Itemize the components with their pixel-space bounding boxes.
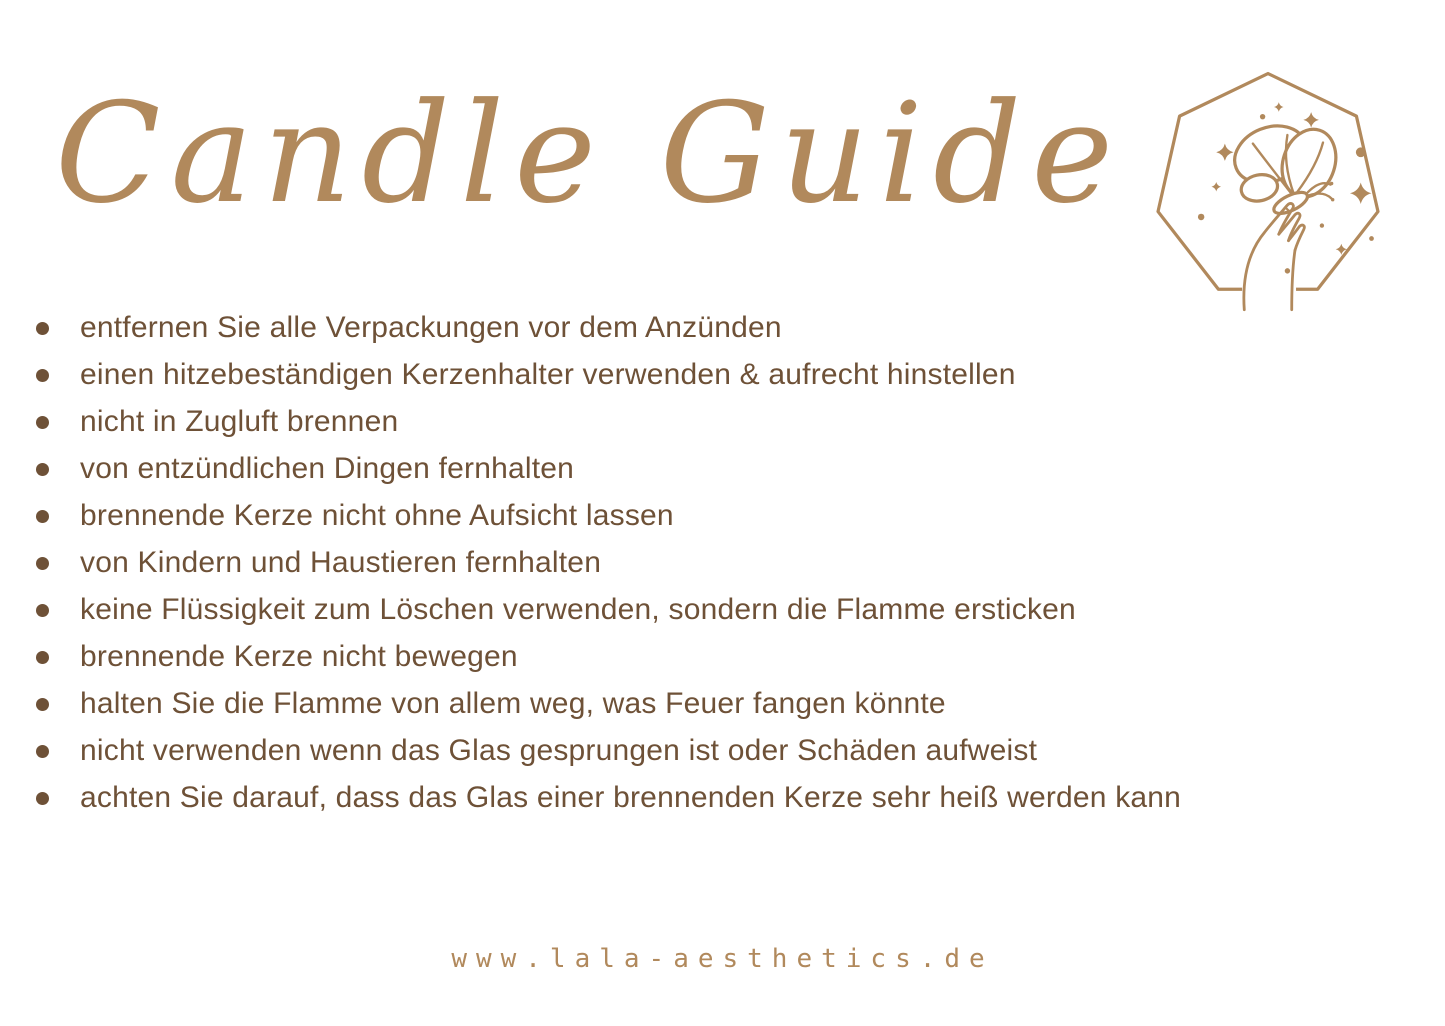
butterfly-icon [1226,116,1344,218]
guideline-text: einen hitzebeständigen Kerzenhalter verwenden & aufrecht hinstellen [80,358,1016,391]
list-item [36,542,1436,589]
guideline-text: achten Sie darauf, dass das Glas einer brennenden Kerze sehr heiß werden kann [80,781,1182,814]
guideline-text: nicht in Zugluft brennen [80,405,399,438]
bullet-icon [36,792,49,805]
bullet-icon [36,604,49,617]
list-item [36,495,1436,542]
website-url: www.lala-aesthetics.de [451,944,994,974]
list-item [36,589,1436,636]
bullet-icon [36,557,49,570]
bullet-icon [36,510,49,523]
bullet-icon [36,463,49,476]
bullet-icon [36,698,49,711]
list-item [36,730,1436,777]
list-item [36,777,1436,824]
list-item [36,448,1436,495]
list-item [36,354,1436,401]
guideline-text: nicht verwenden wenn das Glas gesprungen ist oder Schäden aufweist [80,734,1038,767]
guideline-text: von entzündlichen Dingen fernhalten [80,452,575,485]
butterfly-hand-logo-icon [1148,66,1388,314]
bullet-icon [36,369,49,382]
guideline-text: entfernen Sie alle Verpackungen vor dem Anzünden [80,311,782,344]
list-item [36,401,1436,448]
bullet-icon [36,745,49,758]
guideline-text: von Kindern und Haustieren fernhalten [80,546,602,579]
page-title: Candle Guide [55,73,1124,234]
guideline-list [36,307,1436,824]
bullet-icon [36,416,49,429]
guideline-text: keine Flüssigkeit zum Löschen verwenden, sondern die Flamme ersticken [80,593,1076,626]
bullet-icon [36,322,49,335]
guideline-text: brennende Kerze nicht bewegen [80,640,518,673]
guideline-text: brennende Kerze nicht ohne Aufsicht lassen [80,499,674,532]
list-item [36,307,1436,354]
list-item [36,683,1436,730]
guideline-text: halten Sie die Flamme von allem weg, was Feuer fangen könnte [80,687,946,720]
list-item [36,636,1436,683]
bullet-icon [36,651,49,664]
